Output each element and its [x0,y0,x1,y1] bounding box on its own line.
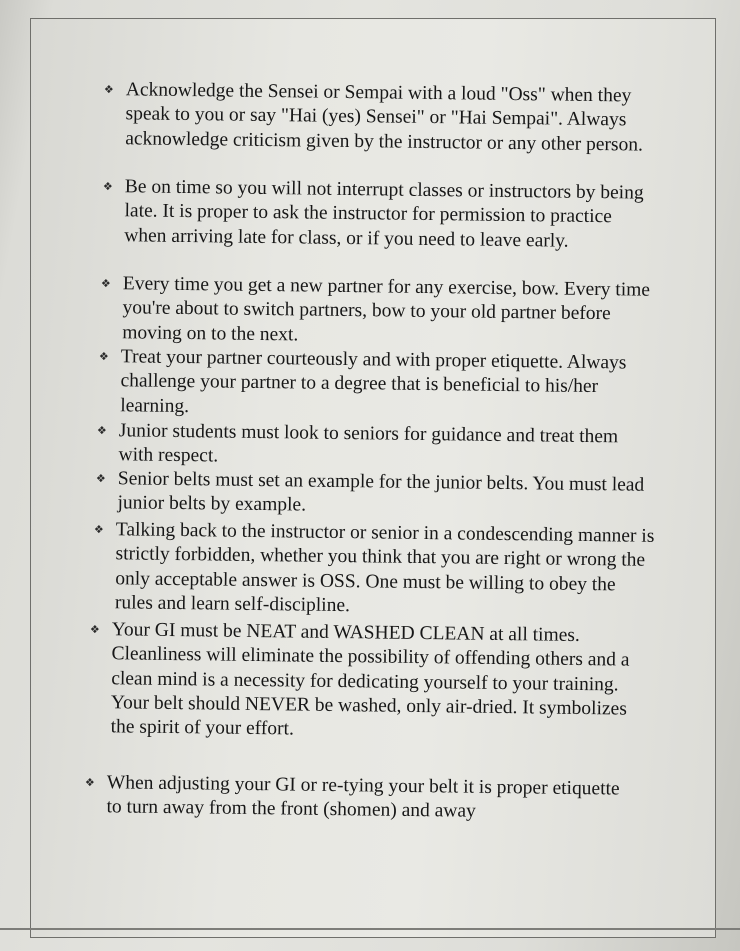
diamond-bullet-icon: ❖ [89,623,100,637]
diamond-bullet-icon: ❖ [84,776,95,790]
rule-text: Talking back to the instructor or senior in a condescending manner is strictly forbidden, whether you think that you are right or wrong the only acceptable answer is OSS. One must be willing to obey the rules and learn self-discipline. [114,519,655,617]
rule-gi-clean [89,618,650,746]
rule-talking-back [93,518,658,622]
rule-treat-partner [98,345,651,425]
rule-on-time [102,175,648,255]
diamond-bullet-icon: ❖ [96,424,107,438]
diamond-bullet-icon: ❖ [100,277,111,291]
rule-adjusting-gi [84,771,630,826]
diamond-bullet-icon: ❖ [98,350,109,364]
rule-text: Every time you get a new partner for any exercise, bow. Every time you're about to switch partners, bow to your old partner before moving on to the next. [122,273,651,346]
rule-text: Junior students must look to seniors for guidance and treat them with respect. [118,420,619,467]
rule-senior-belts [95,467,651,522]
diamond-bullet-icon: ❖ [93,523,104,537]
rule-text: Acknowledge the Sensei or Sempai with a loud "Oss" when they speak to you or say "Hai (yes) Sensei" or "Hai Sempai". Always acknowledge criticism given by the instructor or any other person. [125,79,644,156]
rule-acknowledge [103,78,644,157]
diamond-bullet-icon: ❖ [103,83,114,97]
rule-text: Be on time so you will not interrupt classes or instructors by being late. It is proper to ask the instructor for permission to practice when arriving late for class, or if you need to leave early. [124,176,644,252]
rule-text: When adjusting your GI or re-tying your belt it is proper etiquette to turn away from the front (shomen) and away [106,772,620,823]
rule-junior-students [96,419,652,474]
rule-text: Senior belts must set an example for the junior belts. You must lead junior belts by example. [117,468,645,516]
rule-text: Treat your partner courteously and with proper etiquette. Always challenge your partner to a degree that is beneficial to his/her learning. [120,346,627,417]
rule-bow-partner [100,272,651,352]
rule-text: Your GI must be NEAT and WASHED CLEAN at all times. Cleanliness will eliminate the possibility of offending others and a clean mind is a necessity for dedicating yourself to your training. Your belt should NEVER be washed, only air-dried. It symbolizes the spirit of your effort. [110,619,630,740]
diamond-bullet-icon: ❖ [102,180,113,194]
diamond-bullet-icon: ❖ [95,472,106,486]
